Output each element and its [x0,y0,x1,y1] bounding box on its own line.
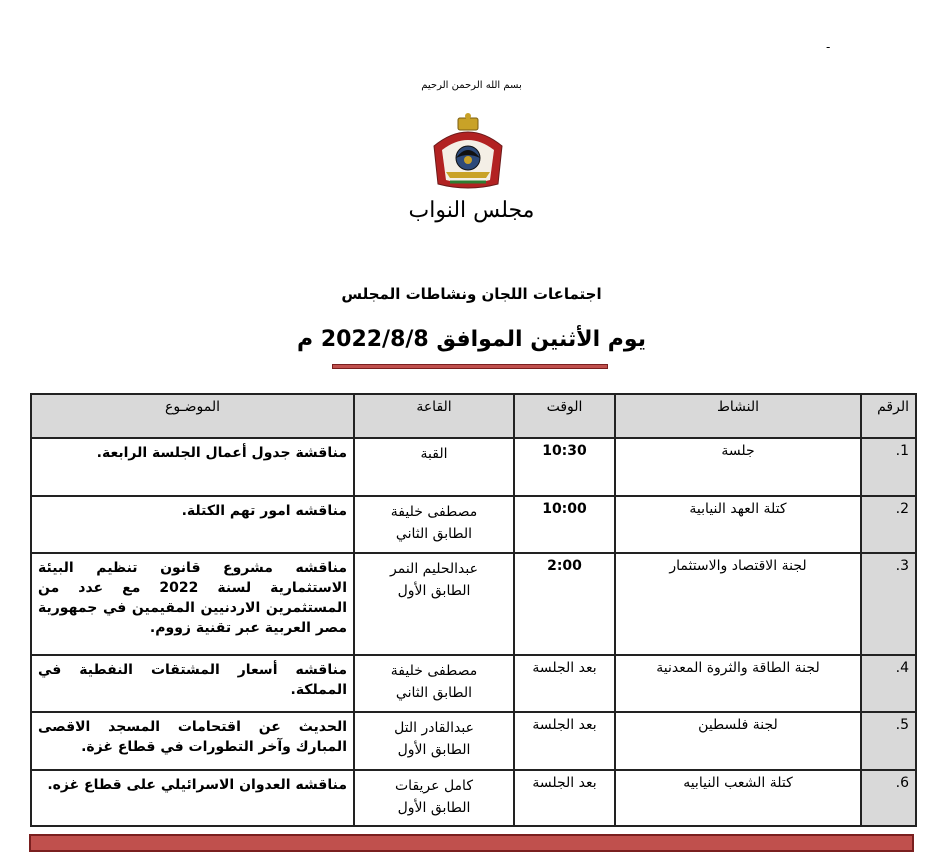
row-number: 3. [861,553,916,655]
table-header-row [31,394,916,438]
row-topic: الحديث عن اقتحامات المسجد الاقصى المبارك وآخر التطورات في قطاع غزة. [31,712,354,770]
row-time: بعد الجلسة [514,712,615,770]
row-hall [354,712,514,770]
row-time: 2:00 [514,553,615,655]
hall-name: مصطفى خليفة [390,663,478,679]
schedule-table [30,393,917,827]
row-number: 1. [861,438,916,496]
row-time: 10:00 [514,496,615,553]
hall-floor: الطابق الثاني [395,685,473,701]
parliament-logo-text: مجلس النواب [408,198,535,223]
hall-name: القبة [420,446,448,462]
row-hall [354,770,514,826]
coat-of-arms-icon [428,112,508,192]
row-time: 10:30 [514,438,615,496]
col-header-activity: النشاط [615,394,861,438]
row-topic: مناقشه امور تهم الكتلة. [31,496,354,553]
row-hall [354,553,514,655]
table-row [31,655,916,712]
hall-floor: الطابق الثاني [395,526,473,542]
page-title: اجتماعات اللجان ونشاطات المجلس [341,285,602,303]
row-time: بعد الجلسة [514,655,615,712]
hall-floor: الطابق الأول [397,800,471,816]
table-row [31,770,916,826]
row-topic: مناقشه العدوان الاسرائيلي على قطاع غزه. [31,770,354,826]
basmala: بسم الله الرحمن الرحيم [421,80,522,91]
date-underline [332,364,608,369]
row-topic: مناقشه أسعار المشتقات النفطية في المملكة. [31,655,354,712]
row-hall [354,496,514,553]
footer-bar [29,834,914,852]
table-row [31,553,916,655]
col-header-number: الرقم [861,394,916,438]
hall-name: عبدالحليم النمر [390,561,478,577]
hall-floor: الطابق الأول [397,583,471,599]
col-header-time: الوقت [514,394,615,438]
hall-name: كامل عريقات [395,778,473,794]
corner-mark: - [826,40,831,54]
row-activity: لجنة الطاقة والثروة المعدنية [615,655,861,712]
table-row [31,712,916,770]
hall-name: مصطفى خليفة [390,504,478,520]
row-hall [354,438,514,496]
date-heading: يوم الأثنين الموافق 2022/8/8 م [297,327,646,352]
row-number: 6. [861,770,916,826]
row-activity: جلسة [615,438,861,496]
table-row [31,496,916,553]
col-header-topic: الموضـوع [31,394,354,438]
row-topic: مناقشة جدول أعمال الجلسة الرابعة. [31,438,354,496]
hall-name: عبدالقادر التل [394,720,474,736]
row-number: 5. [861,712,916,770]
row-activity: كتلة العهد النيابية [615,496,861,553]
row-number: 4. [861,655,916,712]
row-topic: مناقشه مشروع قانون تنظيم البيئة الاستثمارية لسنة 2022 مع عدد من المستثمرين الاردنيين المقيمين في جمهورية مصر العربية عبر تقنية زووم. [31,553,354,655]
row-activity: لجنة الاقتصاد والاستثمار [615,553,861,655]
hall-floor: الطابق الأول [397,742,471,758]
row-activity: كتلة الشعب النيابيه [615,770,861,826]
row-time: بعد الجلسة [514,770,615,826]
row-number: 2. [861,496,916,553]
row-hall [354,655,514,712]
col-header-hall: القاعة [354,394,514,438]
row-activity: لجنة فلسطين [615,712,861,770]
table-row [31,438,916,496]
